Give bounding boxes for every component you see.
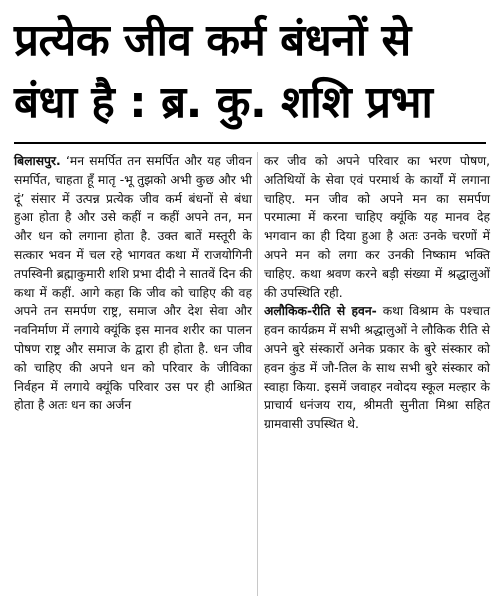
right-body-paragraph-2: [264, 302, 490, 434]
paragraph-opening: [14, 152, 252, 415]
subhead: अलौकिक-रीति से हवन-: [264, 304, 377, 319]
right-body-text-2: कथा विश्राम के पश्चात हवन कार्यक्रम में सभी श्रद्धालुओं ने लौकिक रीति से अपने बुरे संस्कारों अनेक प्रकार के बुरे संस्कार को हवन कुंड में जौ-तिल के साथ सभी बुरे संस्कार को स्वाहा किया. इसमें जवाहर नवोदय स्कूल मल्हार के प्राचार्य धनंजय राय, श्रीमती सुनीता मिश्रा सहित ग्रामवासी उपस्थित थे.: [264, 304, 490, 432]
article-headline: [14, 10, 494, 134]
right-body-paragraph-1: कर जीव को अपने परिवार का भरण पोषण, अतिथियों के सेवा एवं परमार्थ के कार्यों में लगाना चाहिए. मन जीव को अपने मन का समर्पण परमात्मा में करना चाहिए क्यूंकि यह मानव देह भगवान का ही दिया हुआ है अतः उनके चरणों में अपने मन को लगा कर उनकी निष्काम भक्ति चाहिए. कथा श्रवण करने बड़ी संख्या में श्रद्धालुओं की उपस्थिति रही.: [264, 154, 490, 300]
article-column-right: [264, 152, 490, 434]
headline-line-2: बंधा है : ब्र. कु. शशि प्रभा: [14, 77, 433, 128]
column-divider: [257, 152, 258, 596]
dateline: बिलासपुर.: [14, 154, 61, 168]
headline-line-1: प्रत्येक जीव कर्म बंधनों से: [14, 15, 411, 66]
headline-rule: [14, 142, 486, 144]
article-column-left: [14, 152, 252, 415]
left-body-text: ‘मन समर्पित तन समर्पित और यह जीवन समर्पित, चाहता हूँ मातृ -भू तुझको अभी कुछ और भी दूं’ संसार में उत्पन्न प्रत्येक जीव कर्म बंधनों से बंधा हुआ होता है और उसे कहीं न कहीं अपने तन, मन और धन को लगाना होता है. उक्त बातें मस्तूरी के सत्कार भवन में चल रहे भागवत कथा में राजयोगिनी तपस्विनी ब्रह्माकुमारी शशि प्रभा दीदी ने सातवें दिन की कथा में कहीं. आगे कहा कि जीव को चाहिए की वह अपने तन समर्पण राष्ट्र, समाज और देश सेवा और नवनिर्माण में लगाये क्यूंकि इस मानव शरीर का पालन पोषण राष्ट्र और समाज के द्वारा ही होता है. धन जीव को चाहिए की अपने धन को परिवार के जीविका निर्वहन में लगाये क्यूंकि परिवार उस पर ही आश्रित होता है अतः धन का अर्जन: [14, 154, 252, 413]
